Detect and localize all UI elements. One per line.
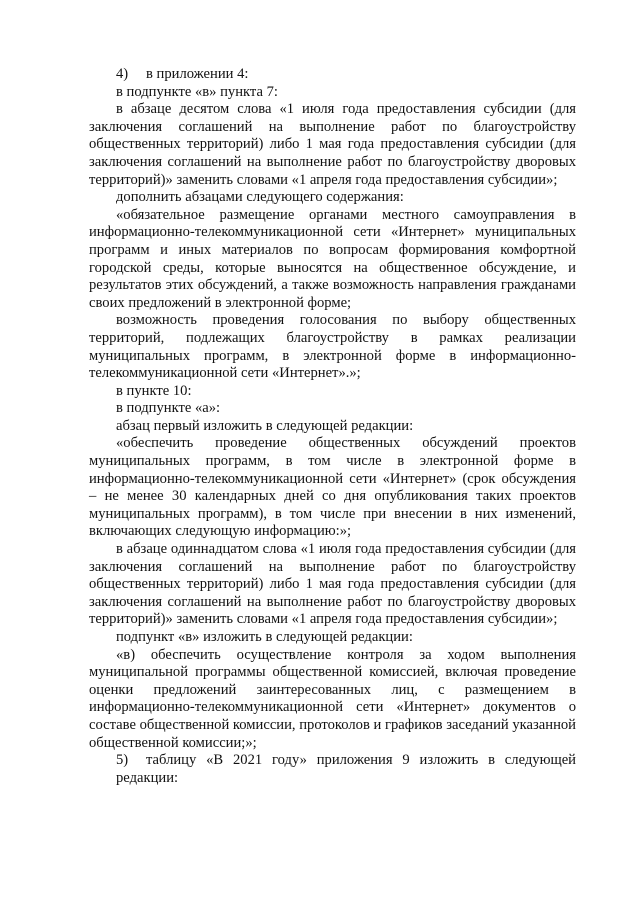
list-item-4 — [89, 66, 576, 84]
paragraph: абзац первый изложить в следующей редакции: — [116, 417, 414, 434]
paragraph: дополнить абзацами следующего содержания: — [116, 189, 404, 206]
paragraph: подпункт «в» изложить в следующей редакции: — [116, 629, 413, 645]
paragraph: «в) обеспечить осуществление контроля за ходом выполнения муниципальной программы общественной комиссией, включая проведение оценки предложений заинтересованных лиц, с размещением в информационно-телекоммуникационной сети «Интернет» документов о составе общественной комиссии, протоколов и графиков заседаний указанной общественной комиссии;»; — [89, 646, 576, 751]
list-item-number: 4) — [116, 66, 129, 82]
paragraph: возможность проведения голосования по выбору общественных территорий, подлежащих благоустройству в рамках реализации муниципальных программ, в электронной форме в информационно-телекоммуникационной сети «Интернет».»; — [89, 312, 576, 382]
document-body — [89, 66, 576, 787]
list-item-number: 5) — [116, 752, 129, 769]
paragraph: «обязательное размещение органами местного самоуправления в информационно-телекоммуникационной сети «Интернет» муниципальных программ и иных материалов по вопросам формирования комфортной городской среды, которые выносятся на общественное обсуждение, и результатов этих обсуждений, а также возможность направления гражданами своих предложений в электронной форме; — [89, 206, 576, 311]
list-item-5 — [89, 752, 576, 787]
paragraph: в подпункте «в» пункта 7: — [116, 83, 278, 100]
paragraph: в абзаце десятом слова «1 июля года предоставления субсидии (для заключения соглашений на выполнение работ по благоустройству общественных территорий) либо 1 мая года предоставления субсидии (для заключения соглашений на выполнение работ по благоустройству дворовых территорий)» заменить словами «1 апреля года предоставления субсидии»; — [89, 101, 576, 188]
paragraph: в подпункте «а»: — [116, 400, 221, 417]
paragraph: в пункте 10: — [116, 382, 192, 399]
list-item-text: в приложении 4: — [146, 66, 249, 82]
paragraph: в абзаце одиннадцатом слова «1 июля года предоставления субсидии (для заключения соглашений на выполнение работ по благоустройству общественных территорий) либо 1 мая года предоставления субсидии (для заключения соглашений на выполнение работ по благоустройству дворовых территорий)» заменить словами «1 апреля года предоставления субсидии»; — [89, 541, 576, 628]
paragraph: «обеспечить проведение общественных обсуждений проектов муниципальных программ, в том числе в электронной форме в информационно-телекоммуникационной сети «Интернет» (срок обсуждения – не менее 30 календарных дней со дня опубликования таких проектов муниципальных программ), в том числе при внесении в них изменений, включающих следующую информацию:»; — [89, 435, 576, 540]
list-item-text: таблицу «В 2021 году» приложения 9 изложить в следующей редакции: — [116, 752, 576, 786]
